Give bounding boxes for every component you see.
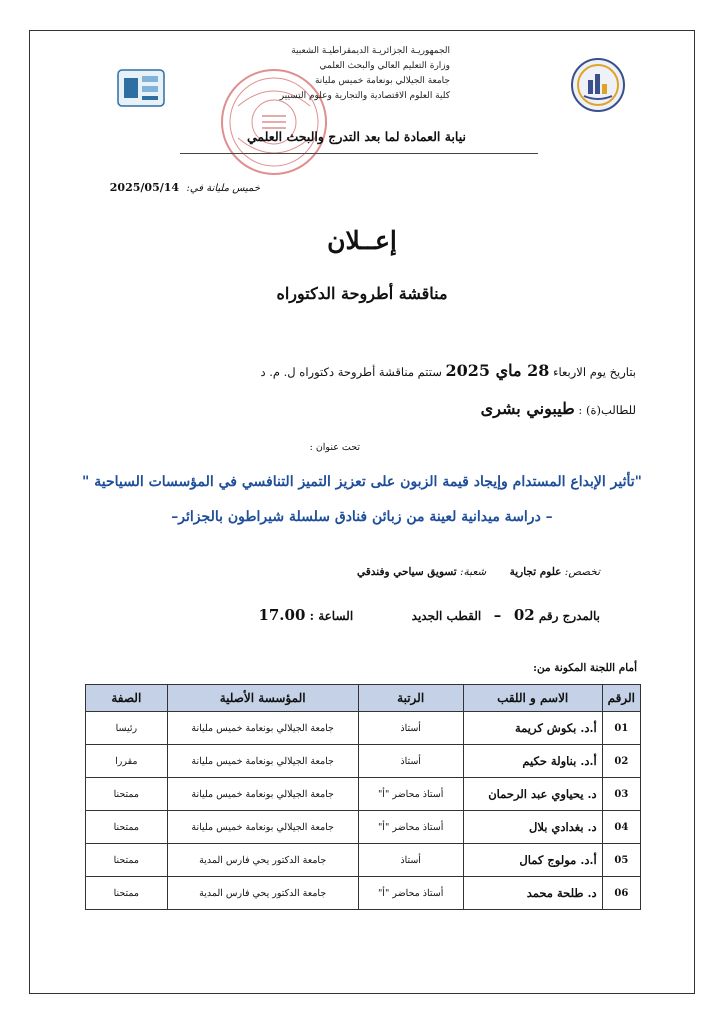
time-value: 17.00 [258, 606, 306, 624]
row-number: 06 [602, 877, 640, 910]
member-institution: جامعة الجيلالي بونعامة خميس مليانة [167, 811, 358, 844]
member-role: مقررا [86, 745, 168, 778]
member-name: أ.د. مولوج كمال [463, 844, 602, 877]
col-name: الاسم و اللقب [463, 685, 602, 712]
member-institution: جامعة الجيلالي بونعامة خميس مليانة [167, 778, 358, 811]
member-rank: أستاذ محاضر "أ" [358, 877, 463, 910]
member-name: د. بغدادي بلال [463, 811, 602, 844]
member-role: رئيسا [86, 712, 168, 745]
member-institution: جامعة الدكتور يحي فارس المدية [167, 844, 358, 877]
table-row [86, 745, 641, 778]
member-role: ممتحنا [86, 811, 168, 844]
intro-pre: بتاريخ يوم الاربعاء [553, 365, 636, 379]
member-role: ممتحنا [86, 877, 168, 910]
venue-line [240, 606, 600, 624]
member-name: د. يحياوي عبد الرحمان [463, 778, 602, 811]
student-name: طيبوني بشرى [480, 399, 575, 418]
row-number: 04 [602, 811, 640, 844]
committee-label: أمام اللجنة المكونة من: [533, 662, 637, 674]
table-row [86, 844, 641, 877]
col-rank: الرتبة [358, 685, 463, 712]
student-label: للطالب(ة) : [578, 403, 636, 417]
date-label: خميس مليانة في: [186, 183, 260, 194]
branch-value: تسويق سياحي وفندقي [357, 566, 457, 578]
university-logo [116, 68, 166, 108]
member-name: د. طلحة محمد [463, 877, 602, 910]
faculty-logo [570, 56, 626, 114]
jury-table [85, 684, 641, 910]
member-name: أ.د. بكوش كريمة [463, 712, 602, 745]
col-role: الصفة [86, 685, 168, 712]
faculty-line: كلية العلوم الاقتصادية والتجارية وعلوم التسيير [279, 91, 450, 101]
institution-header [200, 44, 450, 104]
col-institution: المؤسسة الأصلية [167, 685, 358, 712]
member-rank: أستاذ محاضر "أ" [358, 778, 463, 811]
republic-line: الجمهوريـة الجزائريـة الديمقراطيـة الشعبية [291, 46, 450, 56]
member-institution: جامعة الدكتور يحي فارس المدية [167, 877, 358, 910]
col-number: الرقم [602, 685, 640, 712]
jury-header-row [86, 685, 641, 712]
table-row [86, 712, 641, 745]
member-role: ممتحنا [86, 844, 168, 877]
venue-place: بالمدرج رقم [538, 609, 600, 623]
defense-day: 28 ماي 2025 [445, 361, 550, 380]
table-row [86, 811, 641, 844]
page-title: إعــلان [327, 226, 397, 255]
branch-key: شعبة: [460, 566, 487, 578]
venue-campus: القطب الجديد [411, 609, 482, 623]
intro-post: ستتم مناقشة أطروحة دكتوراه ل. م. د [260, 365, 442, 379]
venue-room: 02 [513, 606, 535, 624]
table-row [86, 778, 641, 811]
thesis-subtitle: – دراسة ميدانية لعينة من زبائن فنادق سلسلة شيراطون بالجزائر– [171, 509, 553, 525]
member-role: ممتحنا [86, 778, 168, 811]
thesis-title: "تأثير الإبداع المستدام وإيجاد قيمة الزبون على تعزيز التميز التنافسي في المؤسسات السياحية " [82, 474, 642, 490]
header-divider [180, 153, 538, 154]
row-number: 03 [602, 778, 640, 811]
venue-dash: – [493, 606, 502, 624]
page-subtitle: مناقشة أطروحة الدكتوراه [276, 284, 448, 303]
department-title: نيابة العمادة لما بعد التدرج والبحث العلمي [247, 129, 466, 144]
university-line: جامعة الجيلالي بونعامة خميس مليانة [314, 76, 450, 86]
under-title-label: تحت عنوان : [309, 442, 360, 453]
table-row [86, 877, 641, 910]
member-rank: أستاذ [358, 745, 463, 778]
row-number: 05 [602, 844, 640, 877]
member-rank: أستاذ [358, 844, 463, 877]
member-institution: جامعة الجيلالي بونعامة خميس مليانة [167, 712, 358, 745]
row-number: 02 [602, 745, 640, 778]
issue-date [109, 181, 260, 194]
time-label: الساعة : [309, 609, 354, 623]
member-institution: جامعة الجيلالي بونعامة خميس مليانة [167, 745, 358, 778]
member-rank: أستاذ محاضر "أ" [358, 811, 463, 844]
member-name: أ.د. بناولة حكيم [463, 745, 602, 778]
row-number: 01 [602, 712, 640, 745]
defense-date-line [260, 361, 636, 380]
specialty-value: علوم تجارية [509, 566, 562, 578]
member-rank: أستاذ [358, 712, 463, 745]
specialty-line [340, 566, 600, 578]
date-value: 2025/05/14 [109, 181, 180, 194]
specialty-key: تخصص: [564, 566, 600, 578]
ministry-line: وزارة التعليم العالي والبحث العلمي [319, 61, 450, 71]
student-line [481, 399, 636, 418]
